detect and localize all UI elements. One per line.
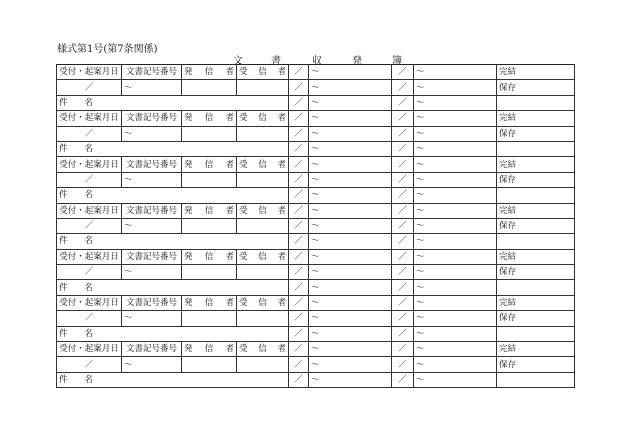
receiver-header: 受 信 者 — [237, 157, 289, 172]
range-tilde: ～ — [309, 218, 392, 233]
block-header-row — [57, 342, 575, 357]
range-slash: ／ — [392, 65, 414, 80]
sender-cell[interactable] — [182, 357, 237, 372]
range-tilde: ～ — [309, 311, 392, 326]
range-slash: ／ — [289, 218, 309, 233]
receiver-cell[interactable] — [237, 172, 289, 187]
range-tilde: ～ — [414, 95, 497, 110]
block-value-row — [57, 265, 575, 280]
subject-cell[interactable]: 件 名 — [57, 280, 289, 295]
date-cell[interactable]: ／ — [57, 311, 122, 326]
range-slash: ／ — [392, 295, 414, 310]
range-slash: ／ — [392, 218, 414, 233]
status-complete: 完結 — [497, 157, 575, 172]
range-tilde: ～ — [309, 80, 392, 95]
date-header: 受付・起案月日 — [57, 203, 122, 218]
range-tilde: ～ — [414, 141, 497, 156]
block-subject-row — [57, 188, 575, 203]
range-slash: ／ — [392, 326, 414, 341]
block-header-row — [57, 295, 575, 310]
range-tilde: ～ — [309, 203, 392, 218]
receiver-cell[interactable] — [237, 80, 289, 95]
range-tilde: ～ — [414, 295, 497, 310]
sender-header: 発 信 者 — [182, 111, 237, 126]
range-slash: ／ — [392, 342, 414, 357]
block-value-row — [57, 218, 575, 233]
status-storage: 保存 — [497, 80, 575, 95]
doc-no-header: 文書記号番号 — [122, 157, 182, 172]
status-blank — [497, 234, 575, 249]
range-slash: ／ — [392, 172, 414, 187]
range-slash: ／ — [289, 342, 309, 357]
receiver-cell[interactable] — [237, 357, 289, 372]
range-tilde: ～ — [309, 172, 392, 187]
block-header-row — [57, 65, 575, 80]
status-storage: 保存 — [497, 265, 575, 280]
block-header-row — [57, 157, 575, 172]
subject-cell[interactable]: 件 名 — [57, 141, 289, 156]
receiver-cell[interactable] — [237, 126, 289, 141]
range-slash: ／ — [392, 234, 414, 249]
range-slash: ／ — [289, 172, 309, 187]
block-value-row — [57, 172, 575, 187]
status-storage: 保存 — [497, 311, 575, 326]
doc-no-cell[interactable]: ～ — [122, 126, 182, 141]
range-tilde: ～ — [414, 311, 497, 326]
range-tilde: ～ — [414, 126, 497, 141]
sender-header: 発 信 者 — [182, 295, 237, 310]
range-tilde: ～ — [414, 326, 497, 341]
range-tilde: ～ — [414, 203, 497, 218]
block-subject-row — [57, 234, 575, 249]
range-tilde: ～ — [309, 280, 392, 295]
range-tilde: ～ — [414, 280, 497, 295]
range-slash: ／ — [392, 249, 414, 264]
doc-no-header: 文書記号番号 — [122, 111, 182, 126]
status-complete: 完結 — [497, 65, 575, 80]
range-slash: ／ — [392, 141, 414, 156]
sender-cell[interactable] — [182, 218, 237, 233]
range-slash: ／ — [392, 188, 414, 203]
range-tilde: ～ — [414, 342, 497, 357]
doc-no-cell[interactable]: ～ — [122, 311, 182, 326]
status-blank — [497, 372, 575, 387]
receiver-header: 受 信 者 — [237, 342, 289, 357]
doc-no-cell[interactable]: ～ — [122, 218, 182, 233]
block-subject-row — [57, 372, 575, 387]
range-tilde: ～ — [309, 95, 392, 110]
range-tilde: ～ — [309, 157, 392, 172]
status-complete: 完結 — [497, 203, 575, 218]
range-slash: ／ — [289, 141, 309, 156]
date-header: 受付・起案月日 — [57, 65, 122, 80]
status-complete: 完結 — [497, 295, 575, 310]
range-slash: ／ — [289, 357, 309, 372]
sender-header: 発 信 者 — [182, 203, 237, 218]
range-tilde: ～ — [309, 342, 392, 357]
range-tilde: ～ — [414, 218, 497, 233]
sender-header: 発 信 者 — [182, 65, 237, 80]
title-char: 発 — [352, 56, 362, 67]
date-cell[interactable]: ／ — [57, 172, 122, 187]
date-header: 受付・起案月日 — [57, 157, 122, 172]
range-slash: ／ — [392, 157, 414, 172]
range-tilde: ～ — [414, 249, 497, 264]
range-slash: ／ — [289, 95, 309, 110]
range-slash: ／ — [289, 295, 309, 310]
title-char: 簿 — [392, 56, 402, 67]
status-storage: 保存 — [497, 357, 575, 372]
range-slash: ／ — [392, 311, 414, 326]
status-blank — [497, 280, 575, 295]
status-complete: 完結 — [497, 249, 575, 264]
date-header: 受付・起案月日 — [57, 249, 122, 264]
block-subject-row — [57, 95, 575, 110]
range-slash: ／ — [289, 157, 309, 172]
date-cell[interactable]: ／ — [57, 265, 122, 280]
range-slash: ／ — [392, 280, 414, 295]
status-blank — [497, 141, 575, 156]
range-tilde: ～ — [309, 265, 392, 280]
doc-no-header: 文書記号番号 — [122, 295, 182, 310]
range-slash: ／ — [289, 265, 309, 280]
status-complete: 完結 — [497, 342, 575, 357]
range-tilde: ～ — [309, 126, 392, 141]
range-tilde: ～ — [414, 111, 497, 126]
receiver-header: 受 信 者 — [237, 111, 289, 126]
date-header: 受付・起案月日 — [57, 342, 122, 357]
subject-cell[interactable]: 件 名 — [57, 234, 289, 249]
doc-no-cell[interactable]: ～ — [122, 357, 182, 372]
range-slash: ／ — [289, 65, 309, 80]
form-label: 様式第1号(第7条関係) — [57, 44, 158, 55]
doc-no-cell[interactable]: ～ — [122, 265, 182, 280]
range-tilde: ～ — [414, 234, 497, 249]
range-slash: ／ — [392, 357, 414, 372]
sender-header: 発 信 者 — [182, 249, 237, 264]
date-header: 受付・起案月日 — [57, 111, 122, 126]
range-slash: ／ — [289, 372, 309, 387]
range-slash: ／ — [289, 126, 309, 141]
range-tilde: ～ — [414, 157, 497, 172]
range-tilde: ～ — [309, 234, 392, 249]
register-title — [0, 52, 630, 67]
range-slash: ／ — [392, 203, 414, 218]
range-slash: ／ — [289, 111, 309, 126]
range-slash: ／ — [289, 234, 309, 249]
block-subject-row — [57, 280, 575, 295]
sender-header: 発 信 者 — [182, 157, 237, 172]
range-slash: ／ — [392, 95, 414, 110]
receiver-header: 受 信 者 — [237, 249, 289, 264]
block-header-row — [57, 111, 575, 126]
doc-no-cell[interactable]: ～ — [122, 172, 182, 187]
range-slash: ／ — [289, 326, 309, 341]
date-cell[interactable]: ／ — [57, 80, 122, 95]
subject-cell[interactable]: 件 名 — [57, 326, 289, 341]
block-value-row — [57, 357, 575, 372]
range-slash: ／ — [289, 311, 309, 326]
receiver-header: 受 信 者 — [237, 65, 289, 80]
date-cell[interactable]: ／ — [57, 218, 122, 233]
block-subject-row — [57, 326, 575, 341]
sender-cell[interactable] — [182, 311, 237, 326]
range-tilde: ～ — [414, 172, 497, 187]
range-tilde: ～ — [309, 372, 392, 387]
sender-cell[interactable] — [182, 265, 237, 280]
status-blank — [497, 326, 575, 341]
range-slash: ／ — [289, 188, 309, 203]
range-tilde: ～ — [414, 80, 497, 95]
receiver-cell[interactable] — [237, 311, 289, 326]
doc-no-header: 文書記号番号 — [122, 249, 182, 264]
subject-cell[interactable]: 件 名 — [57, 188, 289, 203]
sender-cell[interactable] — [182, 80, 237, 95]
doc-no-header: 文書記号番号 — [122, 342, 182, 357]
range-tilde: ～ — [414, 65, 497, 80]
range-tilde: ～ — [414, 265, 497, 280]
range-slash: ／ — [289, 280, 309, 295]
range-slash: ／ — [289, 203, 309, 218]
range-tilde: ～ — [414, 372, 497, 387]
doc-no-header: 文書記号番号 — [122, 65, 182, 80]
range-slash: ／ — [392, 265, 414, 280]
block-header-row — [57, 249, 575, 264]
title-char: 書 — [271, 56, 281, 67]
receiver-cell[interactable] — [237, 218, 289, 233]
range-slash: ／ — [289, 80, 309, 95]
status-blank — [497, 188, 575, 203]
sender-cell[interactable] — [182, 126, 237, 141]
doc-no-cell[interactable]: ～ — [122, 80, 182, 95]
register-table — [56, 64, 575, 388]
subject-cell[interactable]: 件 名 — [57, 372, 289, 387]
receiver-header: 受 信 者 — [237, 203, 289, 218]
range-slash: ／ — [392, 80, 414, 95]
status-storage: 保存 — [497, 126, 575, 141]
range-slash: ／ — [289, 249, 309, 264]
range-slash: ／ — [392, 111, 414, 126]
date-header: 受付・起案月日 — [57, 295, 122, 310]
subject-cell[interactable]: 件 名 — [57, 95, 289, 110]
block-value-row — [57, 80, 575, 95]
date-cell[interactable]: ／ — [57, 126, 122, 141]
doc-no-header: 文書記号番号 — [122, 203, 182, 218]
block-header-row — [57, 203, 575, 218]
range-tilde: ～ — [309, 249, 392, 264]
range-tilde: ～ — [309, 188, 392, 203]
sender-header: 発 信 者 — [182, 342, 237, 357]
range-tilde: ～ — [309, 141, 392, 156]
status-blank — [497, 95, 575, 110]
range-tilde: ～ — [309, 326, 392, 341]
status-storage: 保存 — [497, 172, 575, 187]
range-tilde: ～ — [309, 65, 392, 80]
range-slash: ／ — [392, 126, 414, 141]
block-value-row — [57, 126, 575, 141]
range-tilde: ～ — [309, 111, 392, 126]
range-tilde: ～ — [309, 357, 392, 372]
block-value-row — [57, 311, 575, 326]
title-char: 収 — [312, 56, 322, 67]
sender-cell[interactable] — [182, 172, 237, 187]
range-tilde: ～ — [309, 295, 392, 310]
range-tilde: ～ — [414, 188, 497, 203]
status-complete: 完結 — [497, 111, 575, 126]
range-slash: ／ — [392, 372, 414, 387]
status-storage: 保存 — [497, 218, 575, 233]
title-char: 文 — [233, 56, 243, 67]
receiver-header: 受 信 者 — [237, 295, 289, 310]
range-tilde: ～ — [414, 357, 497, 372]
date-cell[interactable]: ／ — [57, 357, 122, 372]
block-subject-row — [57, 141, 575, 156]
receiver-cell[interactable] — [237, 265, 289, 280]
